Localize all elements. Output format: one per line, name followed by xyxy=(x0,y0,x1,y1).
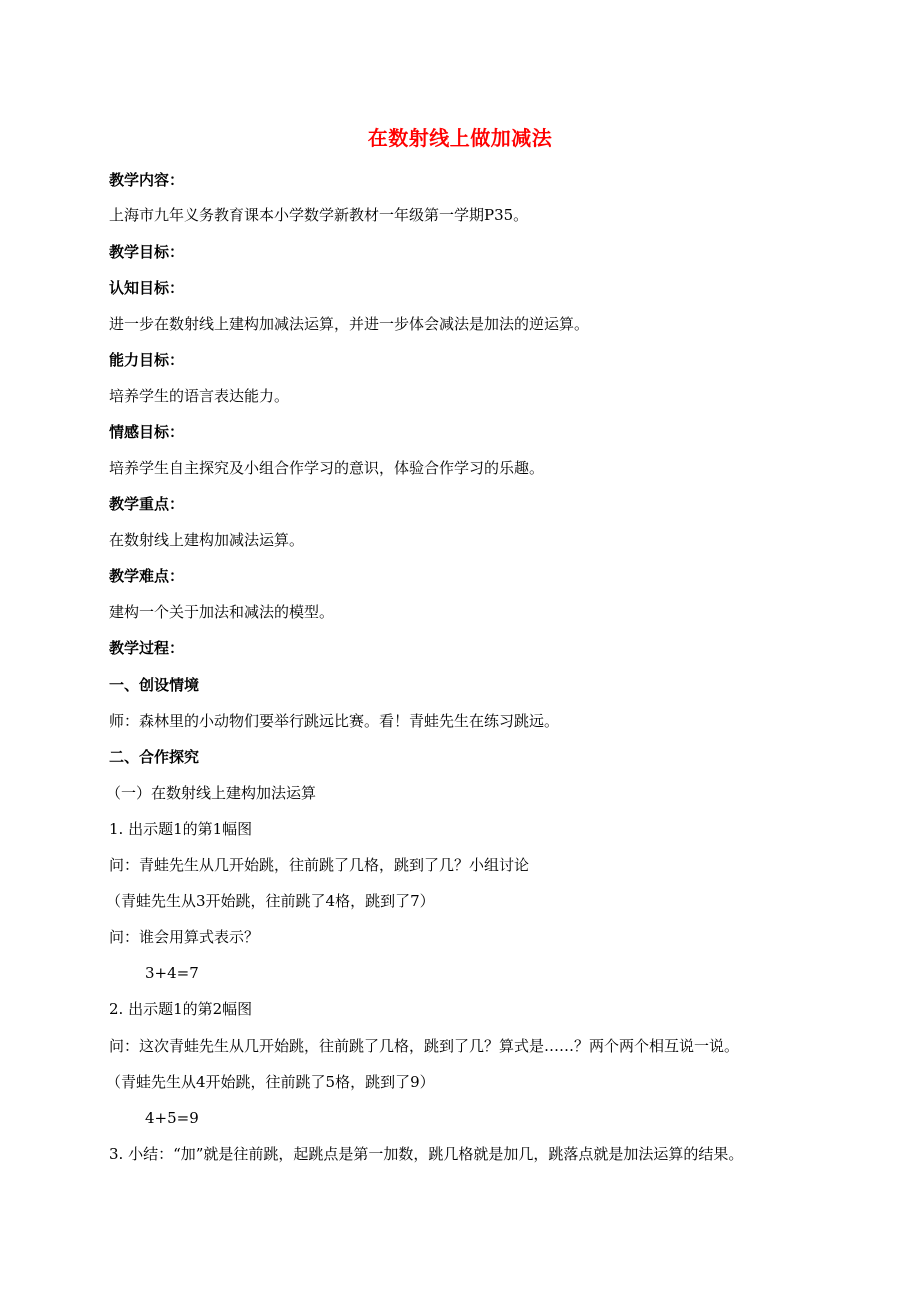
answer-2: （青蛙先生从4开始跳，往前跳了5格，跳到了9） xyxy=(106,1073,435,1091)
ability-text: 培养学生的语言表达能力。 xyxy=(109,387,290,405)
equation-2: 4+5=9 xyxy=(145,1109,199,1127)
cognitive-heading: 认知目标： xyxy=(109,279,185,297)
document-title: 在数射线上做加减法 xyxy=(367,126,553,150)
step-1: 1. 出示题1的第1幅图 xyxy=(109,820,253,838)
emotion-heading: 情感目标： xyxy=(109,423,185,441)
answer-1: （青蛙先生从3开始跳，往前跳了4格，跳到了7） xyxy=(106,892,435,910)
part2-heading: 二、合作探究 xyxy=(109,748,200,766)
key-heading: 教学重点： xyxy=(109,495,185,513)
difficulty-text: 建构一个关于加法和减法的模型。 xyxy=(109,603,335,621)
goals-heading: 教学目标： xyxy=(109,243,185,261)
content-heading: 教学内容： xyxy=(109,171,185,189)
emotion-text: 培养学生自主探究及小组合作学习的意识，体验合作学习的乐趣。 xyxy=(109,459,545,477)
part1-heading: 一、创设情境 xyxy=(109,676,200,694)
difficulty-heading: 教学难点： xyxy=(109,567,185,585)
question-1: 问：青蛙先生从几开始跳，往前跳了几格，跳到了几？小组讨论 xyxy=(109,856,530,874)
step-2: 2. 出示题1的第2幅图 xyxy=(109,1000,253,1018)
ability-heading: 能力目标： xyxy=(109,351,185,369)
question-2: 问：谁会用算式表示？ xyxy=(109,928,260,946)
question-3: 问：这次青蛙先生从几开始跳，往前跳了几格，跳到了几？算式是……？两个两个相互说一说。 xyxy=(109,1037,740,1055)
process-heading: 教学过程： xyxy=(109,639,185,657)
content-text: 上海市九年义务教育课本小学数学新教材一年级第一学期P35。 xyxy=(109,206,529,224)
key-text: 在数射线上建构加减法运算。 xyxy=(109,531,305,549)
sub1-heading: （一）在数射线上建构加法运算 xyxy=(106,784,317,802)
part1-text: 师：森林里的小动物们要举行跳远比赛。看！青蛙先生在练习跳远。 xyxy=(109,712,560,730)
equation-1: 3+4=7 xyxy=(145,964,199,982)
step-3-summary: 3. 小结：“加”就是往前跳，起跳点是第一加数，跳几格就是加几，跳落点就是加法运算的结果。 xyxy=(109,1145,744,1163)
cognitive-text: 进一步在数射线上建构加减法运算，并进一步体会减法是加法的逆运算。 xyxy=(109,315,590,333)
